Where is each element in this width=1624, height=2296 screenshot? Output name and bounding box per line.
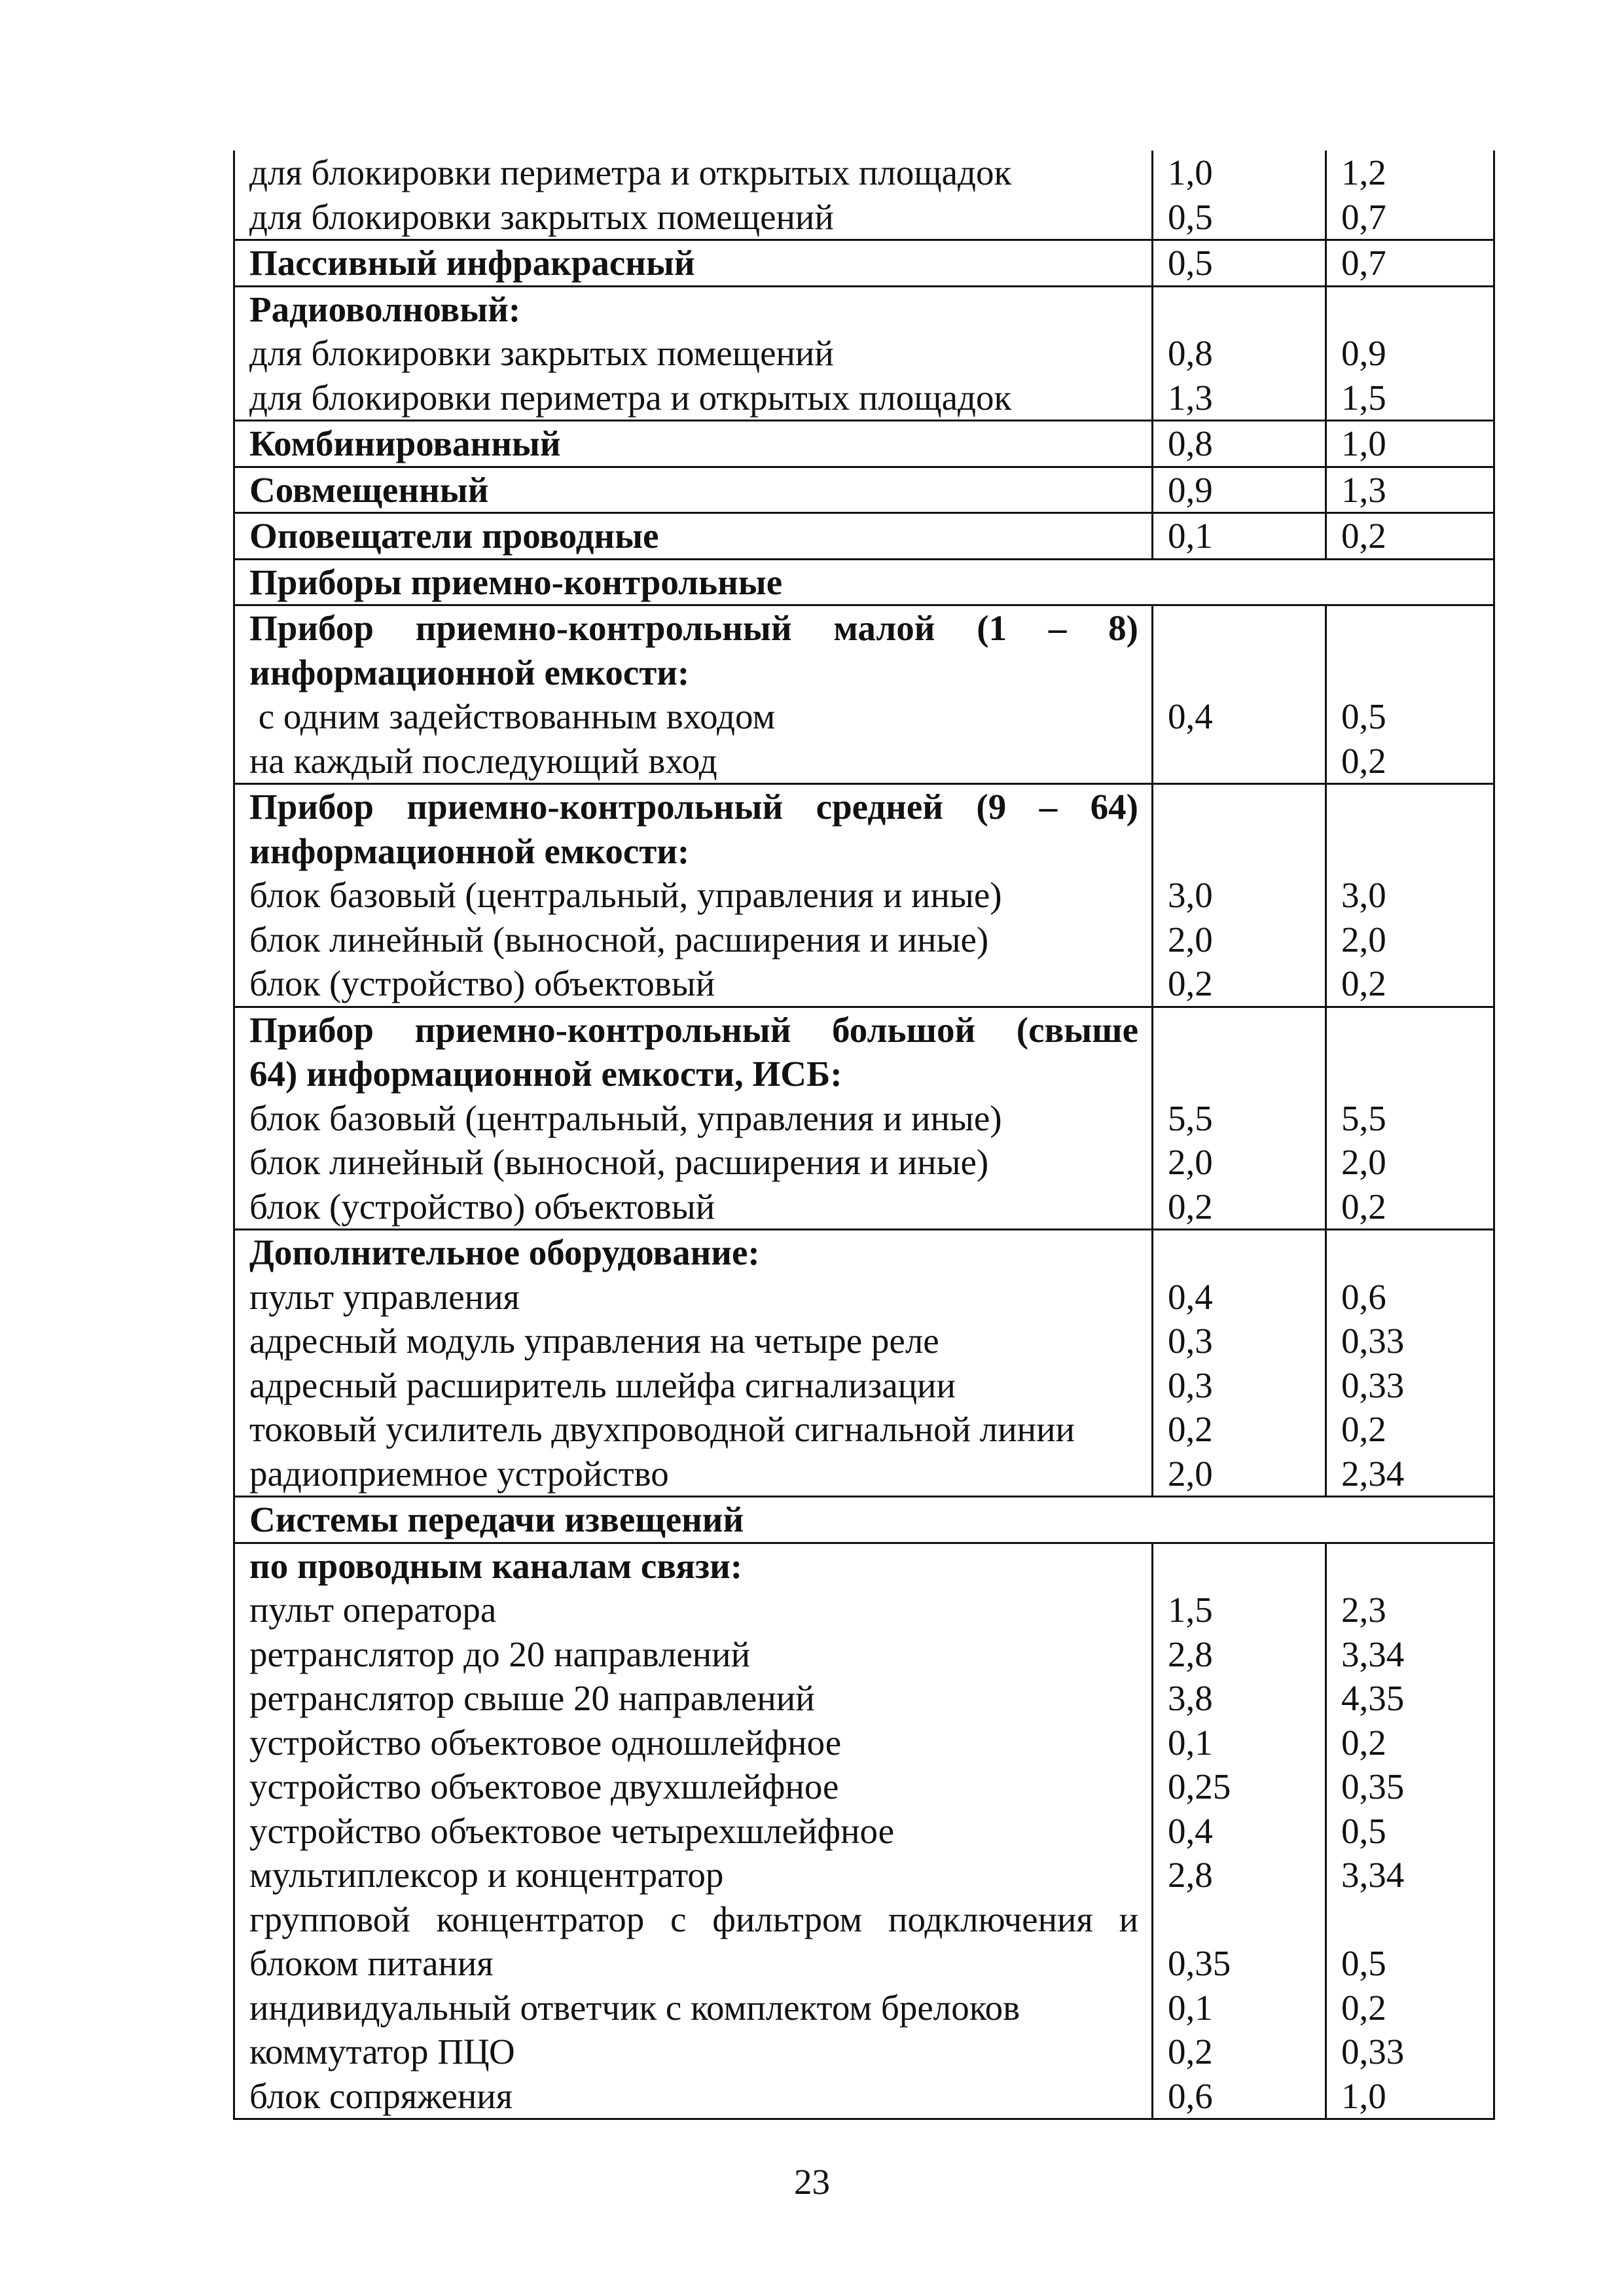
row-heading: Прибор приемно-контрольный большой (свыше xyxy=(249,1009,1138,1050)
item-label: ретранслятор до 20 направлений xyxy=(249,1634,751,1674)
item-value: 3,0 xyxy=(1341,875,1386,915)
item-value: 2,34 xyxy=(1341,1453,1405,1494)
value-cell-1 xyxy=(1153,286,1326,421)
item-label: пульт оператора xyxy=(249,1590,497,1630)
item-value: 0,2 xyxy=(1341,963,1386,1003)
item-label: ретранслятор свыше 20 направлений xyxy=(249,1678,815,1718)
item-value: 0,33 xyxy=(1341,1365,1405,1405)
item-value: 0,1 xyxy=(1168,516,1213,556)
item-value: 0,2 xyxy=(1341,740,1386,781)
item-value: 0,25 xyxy=(1168,1767,1231,1806)
item-value: 0,7 xyxy=(1341,196,1386,237)
item-label: на каждый последующий вход xyxy=(249,740,717,781)
value-cell-1 xyxy=(1153,784,1326,1007)
value-cell-1 xyxy=(1153,605,1326,784)
item-value: 0,4 xyxy=(1168,696,1213,736)
item-value xyxy=(1168,739,1325,783)
item-value: 0,6 xyxy=(1168,2075,1213,2116)
table-row xyxy=(234,240,1494,287)
item-value: 3,34 xyxy=(1341,1855,1405,1895)
item-value: 0,2 xyxy=(1341,1987,1386,2028)
item-label: мультиплексор и концентратор xyxy=(249,1855,724,1895)
table-row xyxy=(234,467,1494,513)
item-value: 2,8 xyxy=(1168,1855,1213,1895)
item-value: 3,8 xyxy=(1168,1678,1213,1718)
value-cell-2 xyxy=(1326,240,1494,287)
item-value: 0,9 xyxy=(1168,469,1213,510)
item-value: 1,0 xyxy=(1341,2075,1386,2116)
row-heading: Дополнительное оборудование: xyxy=(249,1232,760,1272)
item-value: 0,2 xyxy=(1341,1186,1386,1227)
item-label: блок базовый (центральный, управления и иные) xyxy=(249,1098,1002,1138)
value-cell-2 xyxy=(1326,1543,1494,2119)
item-value: 2,0 xyxy=(1168,919,1213,960)
table-row xyxy=(234,421,1494,467)
value-cell-1 xyxy=(1153,240,1326,287)
item-label: устройство объектовое двухшлейфное xyxy=(249,1767,839,1806)
table-row xyxy=(234,513,1494,560)
item-value: 0,2 xyxy=(1341,1722,1386,1763)
name-cell xyxy=(234,784,1153,1007)
item-value: 0,4 xyxy=(1168,1276,1213,1317)
item-value: 5,5 xyxy=(1341,1098,1386,1138)
row-heading: информационной емкости: xyxy=(249,652,690,692)
item-value: 0,1 xyxy=(1168,1722,1213,1763)
item-value: 1,2 xyxy=(1341,152,1386,192)
item-value: 1,0 xyxy=(1341,423,1386,463)
row-heading: Прибор приемно-контрольный малой (1 – 8) xyxy=(249,608,1138,648)
name-cell xyxy=(234,467,1153,513)
item-value: 0,5 xyxy=(1341,696,1386,736)
section-cell xyxy=(234,559,1494,605)
item-value: 1,0 xyxy=(1168,152,1213,192)
section-heading: Системы передачи извещений xyxy=(249,1499,744,1539)
item-value: 5,5 xyxy=(1168,1098,1213,1138)
row-heading: Оповещатели проводные xyxy=(249,516,659,556)
item-value: 1,5 xyxy=(1168,1590,1213,1630)
item-value: 2,0 xyxy=(1341,919,1386,960)
item-value: 0,8 xyxy=(1168,333,1213,373)
item-value: 0,4 xyxy=(1168,1810,1213,1851)
item-value: 0,2 xyxy=(1168,2032,1213,2072)
item-value: 0,3 xyxy=(1168,1321,1213,1361)
name-cell xyxy=(234,1543,1153,2119)
row-heading: Радиоволновый: xyxy=(249,289,521,329)
equipment-norms-table xyxy=(233,151,1495,2120)
value-cell-1 xyxy=(1153,1230,1326,1497)
row-heading: Пассивный инфракрасный xyxy=(249,243,695,283)
table-row xyxy=(234,605,1494,784)
item-label: адресный расширитель шлейфа сигнализации xyxy=(249,1365,956,1405)
row-heading: 64) информационной емкости, ИСБ: xyxy=(249,1054,842,1094)
item-label: блок (устройство) объектовый xyxy=(249,1186,715,1227)
item-value: 0,33 xyxy=(1341,2032,1405,2072)
table-row xyxy=(234,784,1494,1007)
item-value: 0,2 xyxy=(1168,963,1213,1003)
name-cell xyxy=(234,421,1153,467)
item-label: адресный модуль управления на четыре реле xyxy=(249,1321,939,1361)
item-label: токовый усилитель двухпроводной сигнальной линии xyxy=(249,1409,1075,1449)
value-cell-2 xyxy=(1326,1007,1494,1230)
value-cell-2 xyxy=(1326,605,1494,784)
value-cell-2 xyxy=(1326,467,1494,513)
value-cell-1 xyxy=(1153,1007,1326,1230)
item-value: 0,1 xyxy=(1168,1987,1213,2028)
name-cell xyxy=(234,1007,1153,1230)
item-label: индивидуальный ответчик с комплектом брелоков xyxy=(249,1987,1020,2028)
item-value: 2,8 xyxy=(1168,1634,1213,1674)
value-cell-1 xyxy=(1153,513,1326,560)
item-value: 0,2 xyxy=(1341,1409,1386,1449)
item-value: 0,5 xyxy=(1341,1943,1386,1983)
item-label: устройство объектовое одношлейфное xyxy=(249,1722,842,1763)
item-label: блок базовый (центральный, управления и иные) xyxy=(249,875,1002,915)
row-heading: информационной емкости: xyxy=(249,831,690,871)
item-value: 3,34 xyxy=(1341,1634,1405,1674)
item-label: для блокировки периметра и открытых площадок xyxy=(249,377,1012,418)
item-value: 0,2 xyxy=(1168,1409,1213,1449)
item-label: с одним задействованным входом xyxy=(249,696,776,736)
item-label: блок (устройство) объектовый xyxy=(249,963,715,1003)
item-label: блок линейный (выносной, расширения и иные) xyxy=(249,1142,989,1182)
section-row xyxy=(234,1497,1494,1543)
item-label: для блокировки закрытых помещений xyxy=(249,333,834,373)
item-value: 3,0 xyxy=(1168,875,1213,915)
name-cell xyxy=(234,513,1153,560)
section-row xyxy=(234,559,1494,605)
row-heading: по проводным каналам связи: xyxy=(249,1545,743,1586)
section-heading: Приборы приемно-контрольные xyxy=(249,562,783,602)
item-value: 0,35 xyxy=(1341,1767,1405,1806)
value-cell-2 xyxy=(1326,421,1494,467)
table-row xyxy=(234,1230,1494,1497)
item-value: 1,3 xyxy=(1168,377,1213,418)
item-label: для блокировки закрытых помещений xyxy=(249,196,834,237)
item-value: 0,3 xyxy=(1168,1365,1213,1405)
item-label: групповой концентратор с фильтром подключения и блоком питания xyxy=(249,1899,1138,1983)
item-value: 0,2 xyxy=(1341,516,1386,556)
item-value: 0,5 xyxy=(1168,243,1213,283)
item-label: коммутатор ПЦО xyxy=(249,2032,515,2072)
table-row xyxy=(234,1007,1494,1230)
value-cell-2 xyxy=(1326,513,1494,560)
value-cell-1 xyxy=(1153,467,1326,513)
name-cell xyxy=(234,1230,1153,1497)
value-cell-2 xyxy=(1326,1230,1494,1497)
item-value: 2,3 xyxy=(1341,1590,1386,1630)
row-heading: Прибор приемно-контрольный средней (9 – 64) xyxy=(249,787,1138,827)
item-value: 0,8 xyxy=(1168,423,1213,463)
item-label: блок сопряжения xyxy=(249,2075,513,2116)
item-label: радиоприемное устройство xyxy=(249,1453,669,1494)
page-number: 23 xyxy=(794,2162,830,2202)
value-cell-1 xyxy=(1153,151,1326,240)
item-value: 0,5 xyxy=(1168,196,1213,237)
name-cell xyxy=(234,605,1153,784)
value-cell-2 xyxy=(1326,286,1494,421)
table-row xyxy=(234,286,1494,421)
table-row xyxy=(234,1543,1494,2119)
item-value: 0,9 xyxy=(1341,333,1386,373)
value-cell-2 xyxy=(1326,151,1494,240)
row-heading: Комбинированный xyxy=(249,423,561,463)
item-value: 0,2 xyxy=(1168,1186,1213,1227)
item-value: 0,7 xyxy=(1341,243,1386,283)
section-cell xyxy=(234,1497,1494,1543)
item-value: 0,33 xyxy=(1341,1321,1405,1361)
item-value: 1,5 xyxy=(1341,377,1386,418)
table-row xyxy=(234,151,1494,240)
value-cell-2 xyxy=(1326,784,1494,1007)
item-value: 2,0 xyxy=(1168,1453,1213,1494)
item-value: 4,35 xyxy=(1341,1678,1405,1718)
item-label: устройство объектовое четырехшлейфное xyxy=(249,1810,895,1851)
item-value: 0,6 xyxy=(1341,1276,1386,1317)
value-cell-1 xyxy=(1153,421,1326,467)
name-cell xyxy=(234,151,1153,240)
row-heading: Совмещенный xyxy=(249,469,489,510)
value-cell-1 xyxy=(1153,1543,1326,2119)
item-label: для блокировки периметра и открытых площадок xyxy=(249,152,1012,192)
name-cell xyxy=(234,286,1153,421)
item-value: 1,3 xyxy=(1341,469,1386,510)
item-value: 0,5 xyxy=(1341,1810,1386,1851)
item-value: 2,0 xyxy=(1341,1142,1386,1182)
item-label: пульт управления xyxy=(249,1276,520,1317)
item-label: блок линейный (выносной, расширения и иные) xyxy=(249,919,989,960)
name-cell xyxy=(234,240,1153,287)
item-value: 0,35 xyxy=(1168,1943,1231,1983)
item-value: 2,0 xyxy=(1168,1142,1213,1182)
